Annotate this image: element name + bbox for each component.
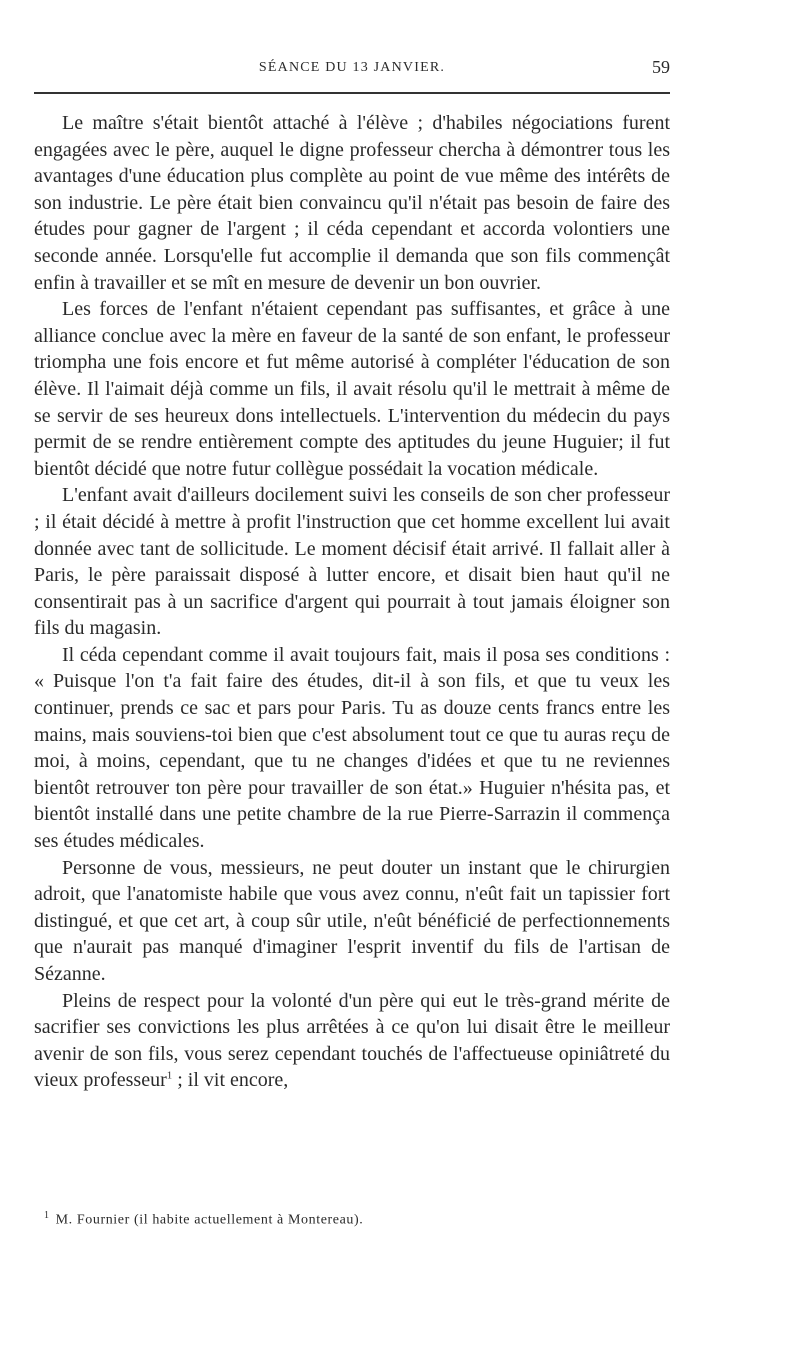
paragraph: Il céda cependant comme il avait toujours fait, mais il posa ses conditions : « Puisque l'on t'a fait faire des études, dit-il à son fils, et que tu veux les continuer, prends ce sac et pars pour Paris. Tu as douze cents francs entre les mains, mais souviens-toi bien que c'est absolument tout ce que tu auras reçu de moi, à moins, cependant, que tu ne changes d'idées et que tu ne reviennes bientôt retrouver ton père pour travailler de son état.» Huguier n'hésita pas, et bientôt installé dans une petite chambre de la rue Pierre-Sarrazin il commença ses études médicales. [34,643,670,853]
paragraph: Personne de vous, messieurs, ne peut douter un instant que le chirurgien adroit, que l'anatomiste habile que vous avez connu, n'eût fait un tapissier fort distingué, et que cet art, à coup sûr utile, n'eût bénéficié de perfectionnements que n'aurait pas manqué d'imaginer l'esprit inventif du fils de l'artisan de Sézanne. [34,856,670,985]
footnote [34,1210,680,1229]
footnote-marker: 1 [44,1210,50,1221]
paragraph: L'enfant avait d'ailleurs docilement suivi les conseils de son cher professeur ; il était décidé à mettre à profit l'instruction que cet homme excellent lui avait donnée avec tant de sollicitude. Le moment décisif était arrivé. Il fallait aller à Paris, le père paraissait disposé à lutter encore, et disait bien haut qu'il ne consentirait pas à un sacrifice d'argent qui pourrait à tout jamais éloigner son fils du magasin. [34,484,670,640]
running-head [34,57,670,84]
header-rule [34,92,670,94]
book-page [34,0,670,1359]
page-number: 59 [652,57,670,77]
paragraph-tail: ; il vit encore, [172,1069,289,1092]
body-text [34,110,670,1094]
running-title: SÉANCE DU 13 JANVIER. [258,60,446,75]
paragraph: Le maître s'était bientôt attaché à l'élève ; d'habiles négociations furent engagées avec le père, auquel le digne professeur chercha à démontrer tous les avantages d'une éducation plus complète au point de vue même des intérêts de son industrie. Le père était bien convaincu qu'il n'était pas besoin de faire des études pour gagner de l'argent ; il céda cependant et accorda volontiers une seconde année. Lorsqu'elle fut accomplie il demanda que son fils commençât enfin à travailler et se mît en mesure de devenir un bon ouvrier. [34,112,670,294]
paragraph: Les forces de l'enfant n'étaient cependant pas suffisantes, et grâce à une alliance conclue avec la mère en faveur de la santé de son enfant, le professeur triompha une fois encore et fut même autorisé à compléter l'éducation de son élève. Il l'aimait déjà comme un fils, il avait résolu qu'il le mettrait à même de se servir de ses heureux dons intellectuels. L'intervention du médecin du pays permit de se rendre entièrement compte des aptitudes du jeune Huguier; il fut bientôt décidé que notre futur collègue possédait la vocation médicale. [34,298,670,480]
footnote-text: M. Fournier (il habite actuellement à Montereau). [55,1212,364,1228]
paragraph-text: Pleins de respect pour la volonté d'un père qui eut le très-grand mérite de sacrifier ses convictions les plus arrêtées à ce qu'on lui disait être le meilleur avenir de son fils, vous serez cependant touchés de l'affectueuse opiniâtreté du vieux professeur [34,989,670,1092]
paragraph-last [34,988,670,1094]
footnote-reference: 1 [166,1069,173,1082]
